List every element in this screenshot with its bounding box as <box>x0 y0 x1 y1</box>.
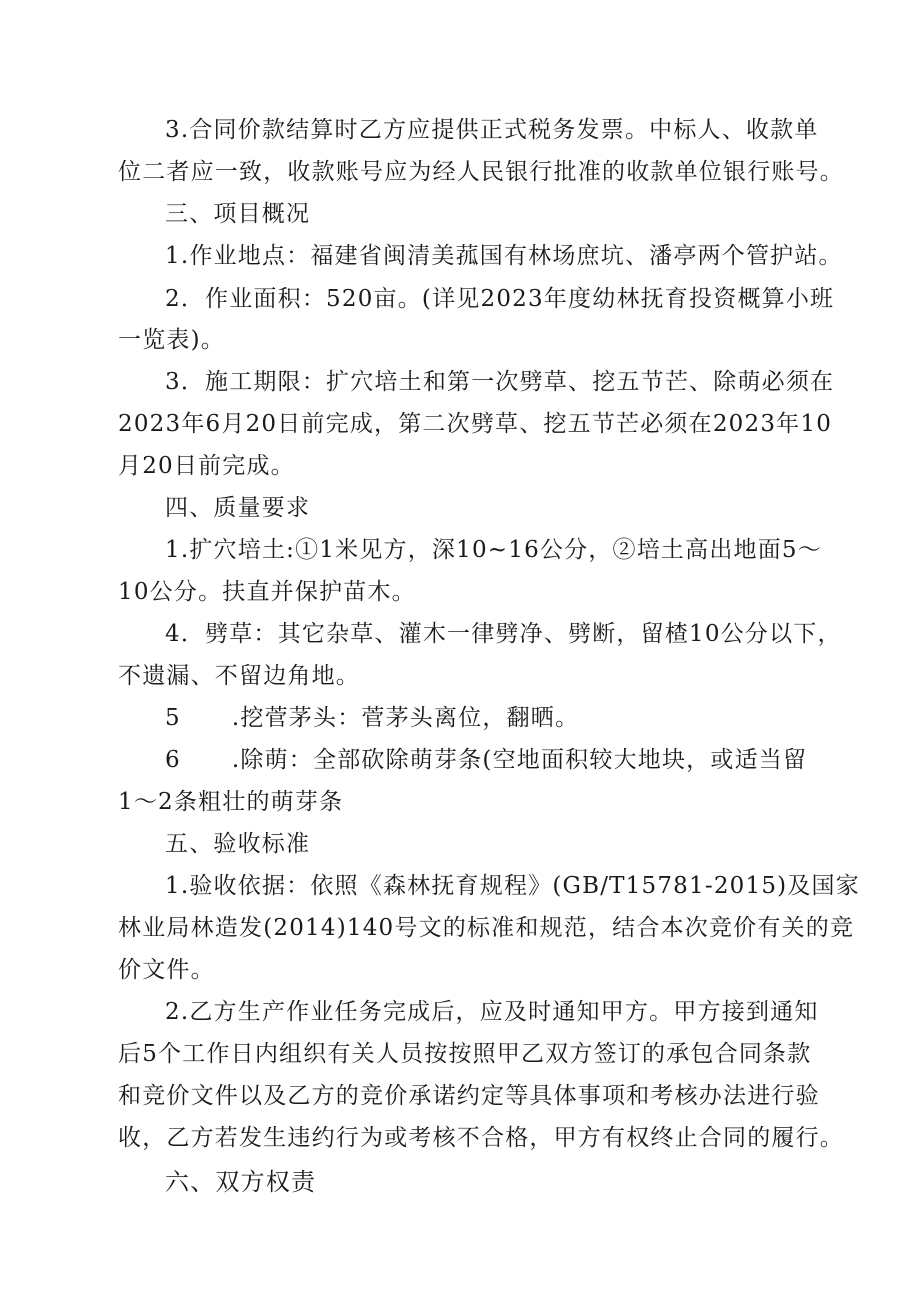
text-line <box>0 992 920 1032</box>
text-line <box>0 320 920 360</box>
text-line <box>0 446 920 486</box>
line-text: 一览表)。 <box>118 327 225 353</box>
line-text: 林业局林造发(2014)140号文的标准和规范，结合本次竞价有关的竞 <box>118 915 855 941</box>
text-line <box>0 614 920 654</box>
line-text: 10公分。扶直并保护苗木。 <box>118 579 416 605</box>
line-text: 五、验收标准 <box>165 831 311 857</box>
text-line <box>0 698 920 738</box>
text-line <box>0 362 920 402</box>
line-text: 后5个工作日内组织有关人员按按照甲乙双方签订的承包合同条款 <box>118 1041 812 1067</box>
text-line <box>0 950 920 990</box>
text-line <box>0 236 920 276</box>
line-text: 4．劈草：其它杂草、灌木一律劈净、劈断，留楂10公分以下， <box>165 621 842 647</box>
text-line <box>0 279 920 319</box>
line-text: 1.扩穴培土:①1米见方，深10~16公分，②培土高出地面5～ <box>165 537 822 563</box>
line-text: 1～2条粗壮的萌芽条 <box>118 789 344 815</box>
line-text: 3.合同价款结算时乙方应提供正式税务发票。中标人、收款单 <box>165 117 819 143</box>
text-line <box>0 1118 920 1158</box>
line-text: 不遗漏、不留边角地。 <box>118 663 360 689</box>
line-text: 3．施工期限：扩穴培土和第一次劈草、挖五节芒、除萌必须在 <box>165 369 835 395</box>
line-text: 三、项目概况 <box>165 201 311 227</box>
text-line <box>0 110 920 150</box>
line-text: 2023年6月20日前完成，第二次劈草、挖五节芒必须在2023年10 <box>118 411 833 437</box>
line-text: 位二者应一致，收款账号应为经人民银行批准的收款单位银行账号。 <box>118 159 844 185</box>
line-text: 和竞价文件以及乙方的竞价承诺约定等具体事项和考核办法进行验 <box>118 1083 820 1109</box>
text-line <box>0 1034 920 1074</box>
text-line <box>0 740 920 780</box>
text-line <box>0 152 920 192</box>
line-text: 2．作业面积：520亩。(详见2023年度幼林抚育投资概算小班 <box>165 286 835 312</box>
text-line <box>0 908 920 948</box>
text-line <box>0 530 920 570</box>
line-text: 5 .挖菅茅头：菅茅头离位，翻晒。 <box>165 705 580 731</box>
line-text: 月20日前完成。 <box>118 453 295 479</box>
line-text: 6 .除萌：全部砍除萌芽条(空地面积较大地块，或适当留 <box>165 747 808 773</box>
line-text: 1.作业地点：福建省闽清美菰国有林场庶坑、潘亭两个管护站。 <box>165 243 843 269</box>
line-text: 1.验收依据：依照《森林抚育规程》(GB/T15781-2015)及国家 <box>165 873 860 899</box>
line-text: 四、质量要求 <box>165 495 311 521</box>
line-text: 价文件。 <box>118 957 215 983</box>
section-heading <box>0 194 920 234</box>
section-heading <box>0 824 920 864</box>
text-line <box>0 866 920 906</box>
text-line <box>0 572 920 612</box>
line-text: 2.乙方生产作业任务完成后，应及时通知甲方。甲方接到通知 <box>165 999 819 1025</box>
line-text: 收，乙方若发生违约行为或考核不合格，甲方有权终止合同的履行。 <box>118 1125 844 1151</box>
text-line <box>0 782 920 822</box>
text-line <box>0 656 920 696</box>
section-heading <box>0 488 920 528</box>
text-line <box>0 1076 920 1116</box>
text-line <box>0 404 920 444</box>
section-heading <box>0 1162 920 1202</box>
line-text: 六、双方权责 <box>165 1168 317 1196</box>
